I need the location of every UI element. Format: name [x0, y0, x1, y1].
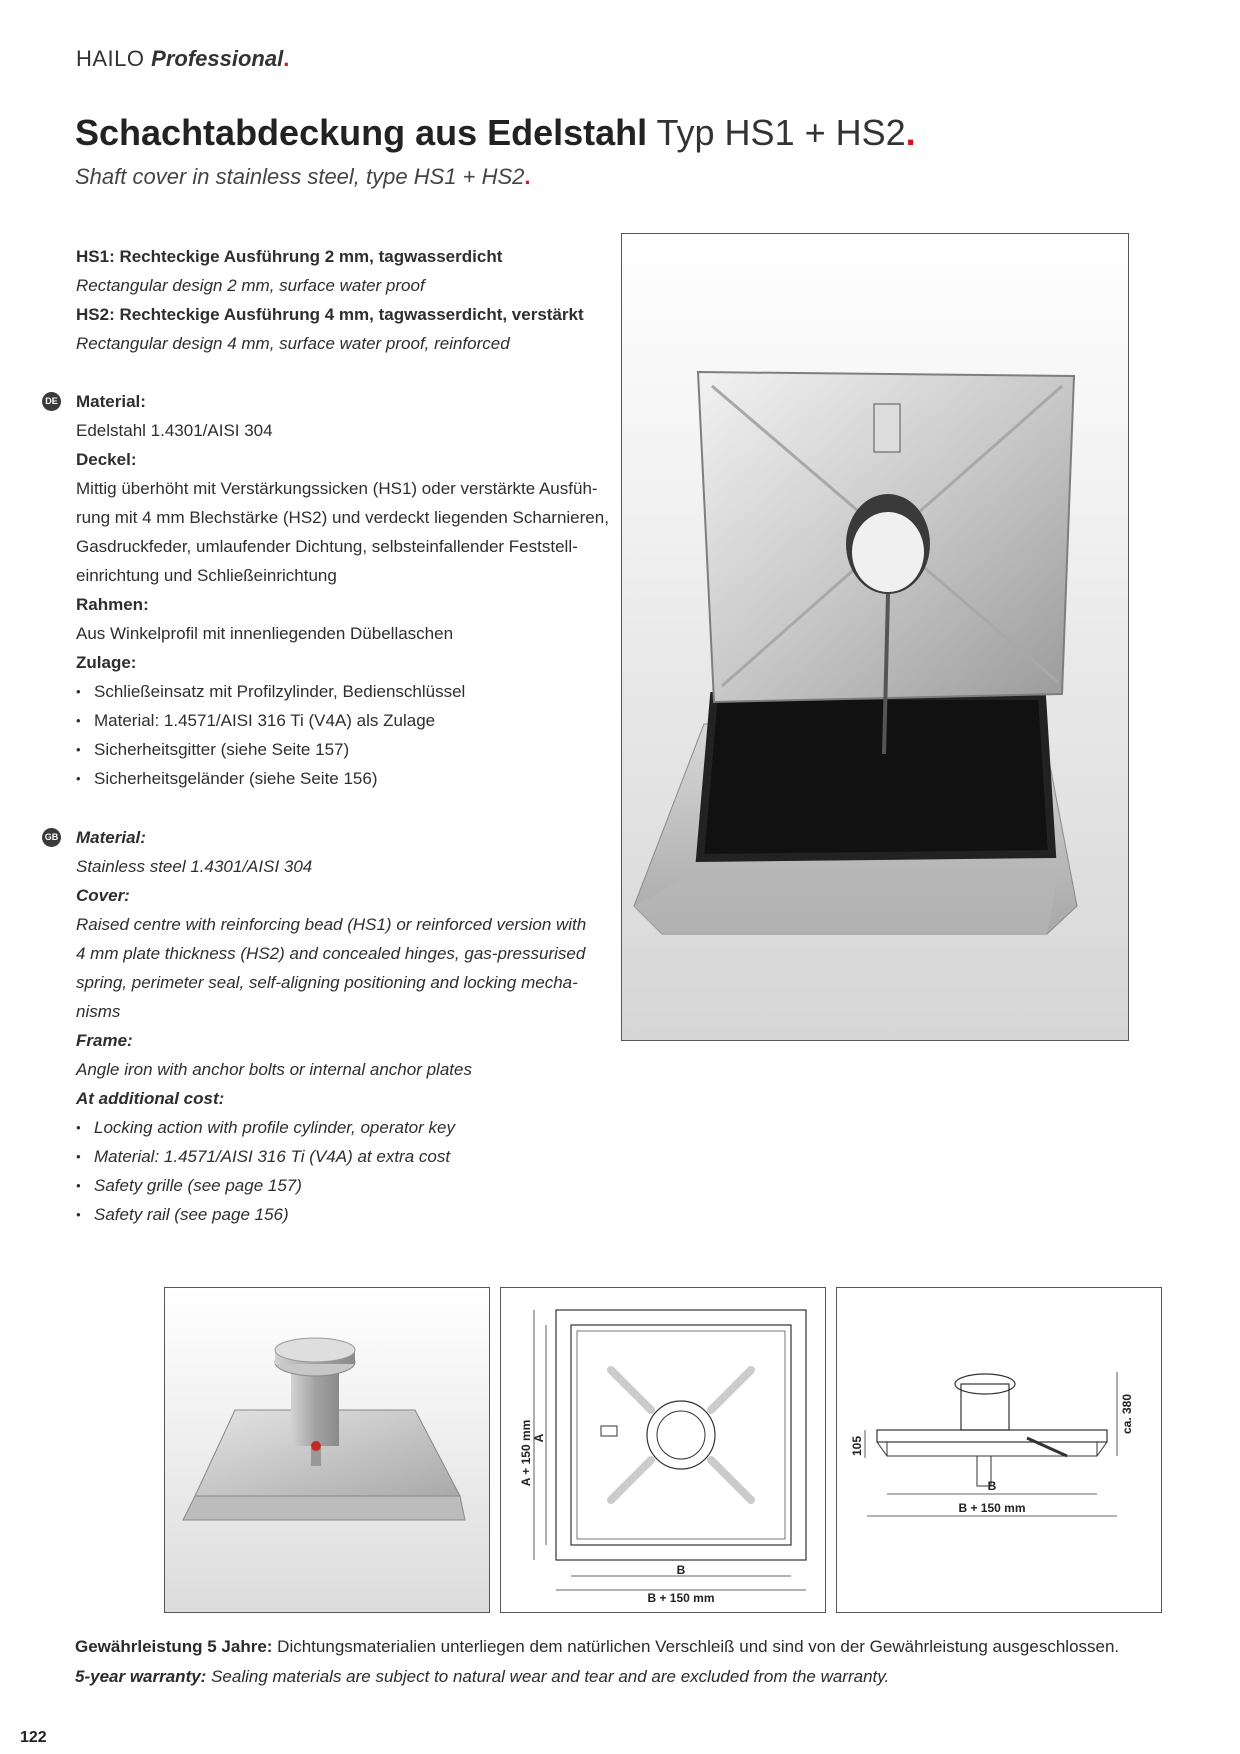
- de-cover-line: einrichtung und Schließeinrichtung: [76, 566, 337, 585]
- de-material-label: Material:: [76, 392, 146, 411]
- de-cover-line: rung mit 4 mm Blechstärke (HS2) und verdeckt liegenden Scharnieren,: [76, 508, 609, 527]
- hs2-de: HS2: Rechteckige Ausführung 4 mm, tagwasserdicht, verstärkt: [76, 305, 584, 324]
- title-light: Typ HS1 + HS2: [656, 112, 906, 153]
- de-extras-list: [76, 677, 616, 793]
- gb-cover-label: Cover:: [76, 886, 130, 905]
- title-bold: Schachtabdeckung aus Edelstahl: [75, 112, 648, 153]
- brand-logo: HAILO Professional.: [76, 46, 290, 71]
- gb-cover-line: nisms: [76, 1002, 121, 1021]
- gb-extra-label: At additional cost:: [76, 1089, 225, 1108]
- dim-b: B: [676, 1563, 686, 1577]
- page-subtitle: Shaft cover in stainless steel, type HS1 + HS2.: [75, 164, 531, 189]
- dim-b: B: [987, 1479, 997, 1493]
- subtitle-text: Shaft cover in stainless steel, type HS1 + HS2: [75, 164, 525, 189]
- plan-view-drawing: [501, 1288, 825, 1612]
- section-view-drawing: [837, 1288, 1161, 1612]
- de-frame-value: Aus Winkelprofil mit innenliegenden Dübellaschen: [76, 624, 454, 643]
- warranty-en: [75, 1662, 1175, 1692]
- intro-block: [76, 242, 616, 358]
- gb-material-label: Material:: [76, 828, 146, 847]
- dim-a: A: [532, 1433, 546, 1443]
- warranty-de-label: Gewährleistung 5 Jahre:: [75, 1637, 273, 1656]
- brand-name: HAILO: [76, 46, 145, 71]
- product-photo-open-cover: [621, 233, 1129, 1041]
- dim-ca-380: ca. 380: [1120, 1393, 1134, 1435]
- list-item: • Sicherheitsgitter (siehe Seite 157): [76, 735, 616, 764]
- dim-b-plus-150: B + 150 mm: [647, 1591, 715, 1605]
- gb-cover-line: 4 mm plate thickness (HS2) and concealed hinges, gas-pressurised: [76, 944, 586, 963]
- de-material-value: Edelstahl 1.4301/AISI 304: [76, 421, 273, 440]
- gb-cover-line: Raised centre with reinforcing bead (HS1) or reinforced version with: [76, 915, 587, 934]
- gb-material-value: Stainless steel 1.4301/AISI 304: [76, 857, 313, 876]
- hs2-en: Rectangular design 4 mm, surface water proof, reinforced: [76, 334, 510, 353]
- de-cover-line: Gasdruckfeder, umlaufender Dichtung, selbsteinfallender Feststell-: [76, 537, 578, 556]
- de-cover-label: Deckel:: [76, 450, 137, 469]
- gb-frame-value: Angle iron with anchor bolts or internal anchor plates: [76, 1060, 472, 1079]
- hs1-de: HS1: Rechteckige Ausführung 2 mm, tagwasserdicht: [76, 247, 503, 266]
- dim-a-plus-150: A + 150 mm: [519, 1419, 533, 1487]
- warranty-en-text: Sealing materials are subject to natural wear and tear and are excluded from the warranty.: [206, 1667, 890, 1686]
- de-frame-label: Rahmen:: [76, 595, 149, 614]
- gb-frame-label: Frame:: [76, 1031, 133, 1050]
- de-badge: DE: [42, 392, 61, 411]
- page-number: 122: [20, 1729, 47, 1746]
- warranty-note: [75, 1632, 1175, 1692]
- shaft-cover-open-illustration: [622, 234, 1128, 1040]
- dim-b-plus-150: B + 150 mm: [958, 1501, 1026, 1515]
- product-photo-vent: [164, 1287, 490, 1613]
- dim-105: 105: [850, 1435, 864, 1457]
- list-item: • Material: 1.4571/AISI 316 Ti (V4A) als Zulage: [76, 706, 616, 735]
- list-item: • Safety grille (see page 157): [76, 1171, 616, 1200]
- de-block: [76, 387, 616, 793]
- hs1-en: Rectangular design 2 mm, surface water proof: [76, 276, 425, 295]
- technical-drawing-plan: [500, 1287, 826, 1613]
- page-title: Schachtabdeckung aus Edelstahl Typ HS1 + HS2.: [75, 112, 916, 153]
- vent-cover-illustration: [165, 1288, 489, 1612]
- gb-badge: GB: [42, 828, 61, 847]
- list-item: • Material: 1.4571/AISI 316 Ti (V4A) at extra cost: [76, 1142, 616, 1171]
- list-item: • Safety rail (see page 156): [76, 1200, 616, 1229]
- gb-extras-list: [76, 1113, 616, 1229]
- warranty-en-label: 5-year warranty:: [75, 1667, 207, 1686]
- list-item: • Schließeinsatz mit Profilzylinder, Bedienschlüssel: [76, 677, 616, 706]
- de-extra-label: Zulage:: [76, 653, 137, 672]
- list-item: • Locking action with profile cylinder, operator key: [76, 1113, 616, 1142]
- warranty-de-text: Dichtungsmaterialien unterliegen dem natürlichen Verschleiß und sind von der Gewährleistung ausgeschlossen.: [272, 1637, 1120, 1656]
- gb-block: [76, 823, 616, 1229]
- gb-cover-line: spring, perimeter seal, self-aligning positioning and locking mecha-: [76, 973, 578, 992]
- de-cover-line: Mittig überhöht mit Verstärkungssicken (HS1) oder verstärkte Ausfüh-: [76, 479, 598, 498]
- warranty-de: [75, 1632, 1175, 1662]
- technical-drawing-section: [836, 1287, 1162, 1613]
- brand-sub: Professional: [151, 46, 284, 71]
- list-item: • Sicherheitsgeländer (siehe Seite 156): [76, 764, 616, 793]
